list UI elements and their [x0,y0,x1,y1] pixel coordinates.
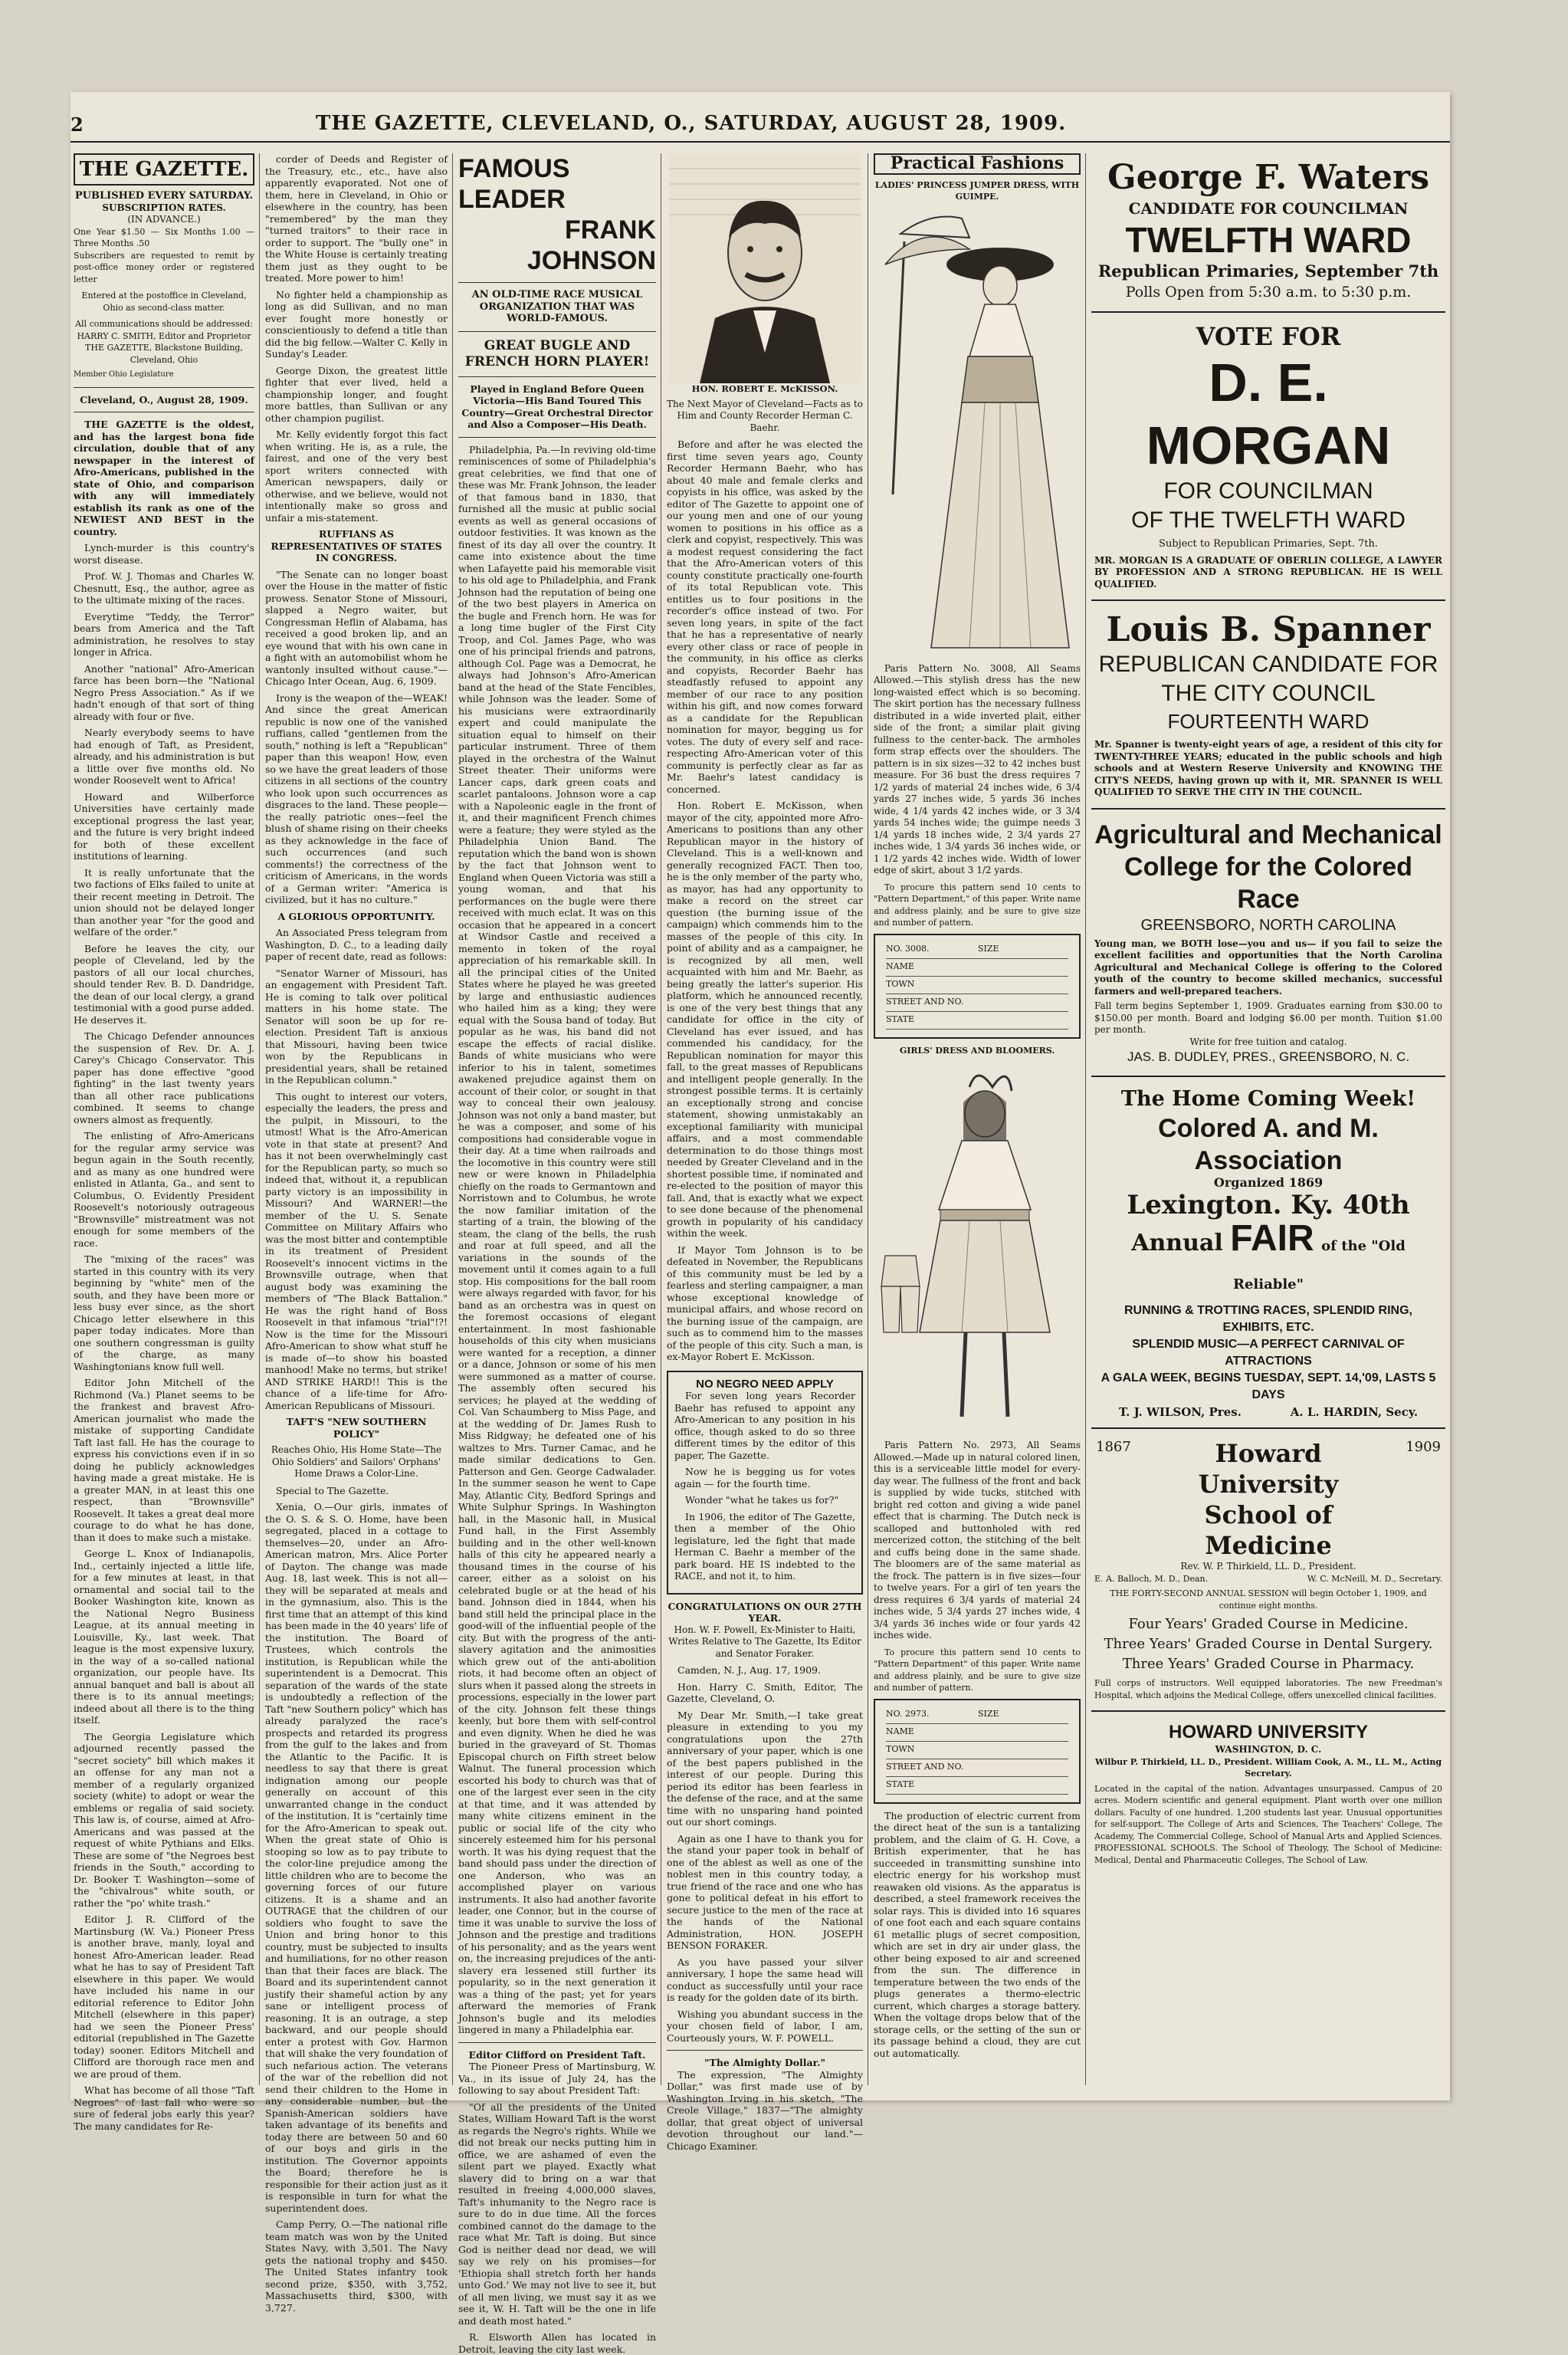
entered-note: Entered at the postoffice in Cleveland, Ohio as second-class matter. [81,291,247,313]
spanner-bio: Mr. Spanner is twenty-eight years of age, a resident of this city for TWENTY-THREE YEARS; educated in the public schools and high schools and at Western Reserve University and KNOWING THE CITY'S NEEDS, having grown up with it, MR. SPANNER IS WELL QUALIFIED TO SERVE THE CITY IN THE COUNCIL. [1094,739,1442,797]
paragraph: Special to The Gazette. [276,1484,389,1496]
headline-frank-johnson: FRANK JOHNSON [526,215,656,275]
form2-street-line[interactable]: STREET AND NO. [886,1761,1068,1777]
spanner-ad [1091,606,1445,803]
paragraph: Camden, N. J., Aug. 17, 1909. [677,1664,821,1676]
powell-letter [667,1664,863,2044]
address-note: All communications should be addressed: HARRY C. SMITH, Editor and Proprietor THE GAZETTE, Blackstone Building, Cleveland, Ohio [75,319,253,365]
paragraph: Editor John Mitchell of the Richmond (Va.) Planet seems to be the frankest and bravest Afro-American journalist who made the mistake of supporting Candidate Taft last fall. He has the courage to express his convictions even if in so doing he publicly acknowledges having made a great mistake. He is a greater MAN, in at least this one respect, than "Brownsville" Roosevelt. It takes a great deal more courage to do what he has done, than it does to make such a mistake. [74,1377,254,1543]
rates-title: SUBSCRIPTION RATES. [102,202,226,213]
howard-university-location: WASHINGTON, D. C. [1215,1744,1322,1755]
column-2-paras [265,153,448,524]
girls-dress-illustration [874,1056,1081,1440]
paragraph: Hon. Robert E. McKisson, when mayor of the city, appointed more Afro-Americans to positions than any other Republican mayor in the history of Cleveland. This is a well-known and generally recognized FACT. Then too, he is the only member of the party who, as mayor, has had any opportunity to make a record on the street car question (the burning issue of the campaign) which commends him to the masses of the people of this city. In point of ability and as a campaigner, he is recognized by all men, well acquainted with him and Mr. Baehr, as being greatly the latter's superior. His platform, which he announced recently, is one of the very best things that any candidate for office in the city of Cleveland has ever issued, and has commended his candidacy, for the Republican nomination for mayor this fall, to the great masses of Republicans and intelligent people generally. In the strongest possible terms. It is certainly an exceptionally strong and concise statement, showing unmistakably an exceptional familiarity with municipal affairs, and a most commendable determination to do those things most needed by Greater Cleveland and in the shortest possible time, if nominated and re-elected to the position of mayor this fall. And, that is exactly what we expect to see done because of the phenomenal growth in popularity of his candidacy within the week. [667,800,863,1239]
ruffians-heading: RUFFIANS AS REPRESENTATIVES OF STATES IN CONGRESS. [271,528,442,563]
agri-body: Young man, we BOTH lose—you and us— if you fail to seize the excellent facilities and opportunities that the North Carolina Agricultural and Mechanical College is offering to the Colored youth of the country to become skilled mechanics, successful farmers and well-prepared teachers. [1094,938,1442,997]
mcneill: W. C. McNeill, M. D., Secretary. [1307,1573,1442,1584]
deck-two: GREAT BUGLE AND FRENCH HORN PLAYER! [464,337,650,370]
paragraph: In 1906, the editor of The Gazette, then a member of the Ohio legislature, led the fight that made Herman C. Baehr a member of the park board. HE IS indebted to the RACE, and not it, to him. [674,1510,855,1581]
paragraph: Editor J. R. Clifford of the Martinsburg (W. Va.) Pioneer Press is another brave, manly, loyal and honest Afro-American leader. Read what he has to say of President Taft elsewhere in this paper. We would have included his name in our editorial reference to Editor John Mitchell (elsewhere in this paper) had we seen the Pioneer Press' editorial (republished in The Gazette today) sooner. Editors Mitchell and Clifford are thorough race men and we are proud of them. [74,1913,254,2080]
paragraph: Mr. Kelly evidently forgot this fact when writing. He is, as a rule, the fairest, and one of the very best sport writers connected with American newspapers, daily or otherwise, and we believe, would not intentionally make so gross and unfair a mis-statement. [265,429,448,524]
agri-president: JAS. B. DUDLEY, PRES., GREENSBORO, N. C. [1127,1049,1410,1064]
spanner-ward: FOURTEENTH WARD [1167,710,1370,733]
agri-write: Write for free tuition and catalog. [1189,1036,1347,1047]
waters-ad [1091,153,1445,307]
newspaper-page [71,92,1450,2355]
balloch: E. A. Balloch, M. D., Dean. [1094,1573,1209,1584]
column-2 [265,153,448,2314]
session: THE FORTY-SECOND ANNUAL SESSION will begin October 1, 1909, and continue eight months. [1110,1588,1427,1611]
paragraph: Xenia, O.—Our girls, inmates of the O. S. & S. O. Home, have been segregated, placed in a cottage to themselves—20, under an Afro-American matron, Mrs. Alice Porter of Dayton. The change was made Aug. 18, last week. This is not all—they will be separated at meals and in the gymnasium, also. This is the first time that an attempt of this kind has been made in the 40 years' life of the institution. The Board of Trustees, which controls the institution, is Republican while the superintendent is a Democrat. This separation of the wards of the state is undoubtedly a reflection of the Taft "new Southern policy" which has already paralyzed the race's prospects and retarded its progress from the gulf to the lakes and from the Atlantic to the Pacific. It is needless to say that there is great indignation among our people generally on account of this unwarranted change in the conduct of the institution. It is "certainly time for the Afro-American to speak out. When the great state of Ohio is stooping so low as to pay tribute to the color-line prejudice among the little children who are to become the governing forces of our future citizens. It is a shame and an OUTRAGE that the children of our soldiers who fought to save the Union and bring honor to this country, must be subjected to insults and humiliations, for no other reason than that their faces are black. The Board and its superintendent cannot justify their shameful action by any sane or intelligent process of reasoning. It is an outrage, a step backward, and our people should enter a protest with Gov. Harmon that will shake the very foundation of such nefarious action. The veterans of the war of the rebellion did not send their children to the Home in any considerable number, but the Spanish-American soldiers have taken advantage of its benefits and today there are between 50 and 60 of our boys and girls in the institution. The Governor appoints the Board; therefore he is responsible for their action just as it is responsible in turn for what the superintendent does. [265,1501,448,2214]
mckisson-portrait [667,153,863,383]
form-state-line[interactable]: STATE [886,1013,1068,1030]
paragraph: Again as one I have to thank you for the stand your paper took in behalf of one of the ablest as well as one of the noblest men in this country today, a true friend of the race and one who has gone to political defeat in his effort to secure justice to the men of the race at the hands of the National Administration, HON. JOSEPH BENSON FORAKER. [667,1832,863,1951]
paragraph: The Pioneer Press of Martinsburg, W. Va., in its issue of July 24, has the following to say about President Taft: [458,2061,656,2096]
solar-current-article: The production of electric current from the direct heat of the sun is a tantalizing problem, and the claim of G. H. Cove, a British experimenter, that he has succeeded in transmitting sunshine into electric energy for his workshop must reawaken old visions. As the apparatus is described, a steel framework receives the solar rays. This is divided into 16 squares of one foot each and each square contains 61 metallic plugs of secret composition, which are set in dry air under glass, the other being exposed to air and screened from the sun. The difference in temperature between the two ends of the plugs generates a thermo-electric current, which charges a storage battery. When the voltage drops below that of the storage cells, or the setting of the sun or its passage behind a cloud, they are cut out automatically. [874,1809,1081,2059]
column-5 [874,153,1081,2085]
waters-candidate: CANDIDATE FOR COUNCILMAN [1128,199,1409,218]
paragraph: For seven long years Recorder Baehr has refused to appoint any Afro-American to any position in his office, though asked to do so three different times by the editor of this paper, The Gazette. [674,1390,855,1461]
dollar-article [667,2069,863,2153]
agri-term: Fall term begins September 1, 1909. Graduates earning from $30.00 to $150.00 per month. Board and lodging $6.00 per month. Tuition $1.00 per month. [1094,1000,1442,1035]
year-founded: 1867 [1096,1439,1131,1455]
column-6-ads [1091,153,1445,2085]
association-name: Colored A. and M. Association [1158,1114,1379,1175]
paragraph: It is really unfortunate that the two factions of Elks failed to unite at their recent meeting in Detroit. The union should not be delayed longer than another year "for the good and welfare of the order." [74,866,254,938]
editorial-paragraphs [74,542,254,2132]
howard-medicine-ad [1091,1434,1445,1706]
paragraph: Prof. W. J. Thomas and Charles W. Chesnutt, Esq., the author, agree as to the ultimate mixing of the races. [74,570,254,606]
lexington-fair-ad [1091,1082,1445,1423]
form2-number-line: NO. 2973. SIZE [886,1708,1068,1724]
course-dental: Three Years' Graded Course in Dental Surgery. [1104,1636,1433,1652]
paragraph: Irony is the weapon of the—WEAK! And since the great American republic is now one of the vanished ruffians, called "gentlemen from the south," nothing is left a "Republican" paper than this weapon! How, even so we have the great leaders of those citizens in all sections of the country who look upon such occurrences as disgraces to the land. These people—the really patriotic ones—feel the blush of shame rising on their cheeks as they acknowledge in the face of such occurrences (and such comments!) the correctness of the criticism of Americans, in the words of a German writer: "America is civilized, but it has no culture." [265,691,448,905]
paragraph: Now he is begging us for votes again — for the fourth time. [674,1466,855,1490]
form-town-line[interactable]: TOWN [886,978,1068,994]
paragraph: Hon. Harry C. Smith, Editor, The Gazette, Cleveland, O. [667,1680,863,1704]
howard-university-title: HOWARD UNIVERSITY [1168,1722,1368,1742]
published-line: PUBLISHED EVERY SATURDAY. [74,190,254,202]
paragraph: Nearly everybody seems to have had enough of Taft, as President, already, and his administration is but a little over five months old. No wonder Roosevelt went to Africa! [74,727,254,786]
paragraph: "Senator Warner of Missouri, has an engagement with President Taft. He is coming to talk over political matters in his home state. The Senator will soon be up for re-election. President Taft is anxious that Missouri, having been twice won by the Republicans in presidential years, shall be retained in the Republican column." [265,967,448,1086]
girls-procure-text: To procure this pattern send 10 cents to "Pattern Department" of this paper. Write name and address plainly, and be sure to give size and number of pattern. [874,1647,1081,1693]
morgan-for: FOR COUNCILMAN [1163,478,1373,504]
jumper-procure-text: To procure this pattern send 10 cents to "Pattern Department," of this paper. Write name and address plainly, and be sure to give size and number of pattern. [874,882,1081,928]
fair: FAIR [1230,1217,1314,1259]
paragraph: "Of all the presidents of the United States, William Howard Taft is the worst as regards the Negro's rights. While we did not break our necks putting him in office, we are ashamed of even the silent part we played. Exactly what slavery did to bring on a war that resulted in freeing 4,000,000 slaves, Taft's inhumanity to the Negro race is sure to do in due time. All the forces combined cannot do the damage to the race what Mr. Taft is doing. But since God is neither dead nor dead, we will say we rely on his promises—for 'Ethiopia shall stretch forth her hands unto God.' We may not live to see it, but of all men living, we must say it as we see it, W. H. Taft will be the one in life and death most hated." [458,2100,656,2327]
policy-heading: TAFT'S "NEW SOUTHERN POLICY" [286,1416,427,1440]
no-negro-box [667,1371,863,1595]
paragraph: corder of Deeds and Register of the Treasury, etc., etc., have also apparently evaporated. Not one of them, here in Cleveland, in Ohio or elsewhere in the country, has been "remembered" by the man they "turned traitors" to their race in order to support. The "bully one" in the White House is certainly treating them just as they ought to be treated. More power to him! [265,153,448,284]
organized: Organized 1869 [1213,1175,1324,1190]
paragraph: The "mixing of the races" was started in this country with its very beginning by "white" men of the south, and they have been more or less busy ever since, as the short Chicago letter elsewhere in this paper today indicates. More than one southern congressman is guilty of the charge, as many Washingtonians know full well. [74,1253,254,1372]
lexington: Lexington. Ky. 40th [1127,1189,1410,1220]
pattern-form-2973[interactable] [874,1699,1081,1804]
masthead-title: THE GAZETTE, CLEVELAND, O., SATURDAY, AUGUST 28, 1909. [316,112,1067,135]
form-number-line: NO. 3008. SIZE [886,943,1068,959]
column-3 [458,153,656,2355]
paragraph: My Dear Mr. Smith,—I take great pleasure in extending to you my congratulations upon the 27th anniversary of your paper, which is one of the best papers published in the interest of our people. During this period its editor has been fearless in the defense of the race, and at the same time with no unsparing hand pointed out our short comings. [667,1709,863,1828]
paragraph: Howard and Wilberforce Universities have certainly made exceptional progress the last year, and the future is very bright indeed for both of these excellent institutions of learning. [74,790,254,862]
congrats-heading: CONGRATULATIONS ON OUR 27TH YEAR. [668,1600,862,1624]
waters-primaries: Republican Primaries, September 7th [1097,261,1439,281]
column-4 [667,153,863,2152]
paragraph: An Associated Press telegram from Washington, D. C., to a leading daily paper of recent date, read as follows: [265,927,448,962]
member-note: Member Ohio Legislature [74,370,174,379]
rates-list: One Year $1.50 — Six Months 1.00 — Three Months .50 [74,226,254,248]
paragraph: "The Senate can no longer boast over the House in the matter of fistic prowess. Senator Stone of Missouri, slapped a Negro waiter, but Congressman Heflin of Alabama, has received a good broken lip, and an eye wound that with his own cane in a fight with an automobilist whom he wantonly insulted without cause."—Chicago Inter Ocean, Aug. 6, 1909. [265,568,448,687]
annual: Annual [1131,1229,1223,1256]
howard-university-officers: Wilbur P. Thirkield, LL. D., President. William Cook, A. M., LL. M., Acting Secretary. [1094,1756,1442,1779]
paragraph: George L. Knox of Indianapolis, Ind., certainly injected a little life, for a few minutes at least, in that ornamental and social tail to the Booker Washington kite, known as the National Negro Business League, at its annual meeting in Louisville, Ky., last week. That league is the most expensive luxury, in the way of a so-called national organization, our people have. Its annual banquet and ball is about all there is to its annual meetings; indeed about all there is to the thing itself. [74,1548,254,1726]
paragraph: George Dixon, the greatest little fighter that ever lived, held a championship longer, and fought more battles, than Sullivan or any other champion pugilist. [265,364,448,424]
form-street-line[interactable]: STREET AND NO. [886,996,1068,1012]
dollar-heading: "The Almighty Dollar." [704,2057,825,2068]
jumper-caption: LADIES' PRINCESS JUMPER DRESS, WITH GUIMPE. [874,179,1080,202]
paragraph: What has become of all those "Taft Negroes" of last fall who were so sure of federal jobs early this year? The many candidates for Re- [74,2084,254,2132]
hospital-note: Full corps of instructors. Well equipped laboratories. The new Freedman's Hospital, which adjoins the Medical College, offers unexcelled clinical facilities. [1094,1678,1442,1700]
paragraph: Wonder "what he takes us for?" [685,1494,839,1506]
wilson: T. J. WILSON, Pres. [1118,1404,1242,1419]
hardin: A. L. HARDIN, Secy. [1290,1404,1419,1419]
pattern-form-3008[interactable] [874,934,1081,1039]
races: RUNNING & TROTTING RACES, SPLENDID RING, EXHIBITS, ETC. [1124,1303,1412,1334]
paragraph: As you have passed your silver anniversary, I hope the same head will conduct as successfully until your race is ready for the golden date of its birth. [667,1956,863,2003]
johnson-article [458,444,656,2036]
form2-state-line[interactable]: STATE [886,1779,1068,1795]
homecoming: The Home Coming Week! [1120,1087,1416,1111]
congrats-subheading: Hon. W. F. Powell, Ex-Minister to Haiti, Writes Relative to The Gazette, Its Editor and Senator Foraker. [668,1624,861,1659]
masthead [71,92,1450,143]
paragraph: Another "national" Afro-American farce has been born—the "National Negro Press Association." As if we hadn't enough of that sort of thing already with four or five. [74,662,254,722]
opportunity-heading: A GLORIOUS OPPORTUNITY. [277,910,435,922]
column-1 [74,153,254,2132]
vote-for: VOTE FOR [1196,322,1341,351]
waters-polls: Polls Open from 5:30 a.m. to 5:30 p.m. [1125,284,1412,301]
paragraph: R. Elsworth Allen has located in Detroit, leaving the city last week. [458,2331,656,2355]
paragraph: Before and after he was elected the first time seven years ago, County Recorder Hermann Baehr, who has about 40 male and female clerks and copyists in his office, was asked by the editor of The Gazette to appoint one of our young men and one of our young women to positions in his office as a clerk and copyist, respectively. This was a modest request considering the fact that the Afro-American voters of this county constitute practically one-fourth of its total Republican vote. This entitles us to four positions in the recorder's office instead of two. For seven long years, in spite of the fact that he has a representative of nearly every other class or race of people in the community, in his office as clerks and copyists, Recorder Baehr has steadfastly refused to appoint any member of our race to any position within his gift, and now comes forward as a candidate for the Republican nomination for mayor, begging us for votes. The duty of every self and race-respecting Afro-American voter of this community is perfectly clear as far as Mr. Baehr's latest candidacy is concerned. [667,438,863,795]
spanner-candidate: REPUBLICAN CANDIDATE FOR THE CITY COUNCIL [1098,652,1438,706]
paragraph: Before he leaves the city, our people of Cleveland, led by the pastors of all our local churches, should tender Rev. B. D. Dandridge, the dean of our local clergy, a grand testimonial with a good purse added. He deserves it. [74,942,254,1026]
paragraph: If Mayor Tom Johnson is to be defeated in November, the Republicans of this community must be led by a fearless and sterling campaigner, a man whose exceptional knowledge of municipal affairs, and whose record on the burning issue of the campaign, are such as to commend him to the masses of the people of this city. Such a man, is ex-Mayor Robert E. McKisson. [667,1243,863,1362]
mckisson-article [667,438,863,1363]
morgan-ward: OF THE TWELFTH WARD [1131,507,1406,533]
agri-title: Agricultural and Mechanical College for the Colored Race [1094,819,1442,914]
paragraph: The enlisting of Afro-Americans for the regular army service was begun again in the South recently, and as many as one hundred were enlisted in Atlanta, Ga., and sent to Columbus, O. Evidently President Roosevelt's notoriously outrageous "Brownsville" mistreatment was not enough for some members of the race. [74,1130,254,1249]
agri-college-ad [1091,814,1445,1072]
no-negro-title: NO NEGRO NEED APPLY [696,1377,834,1391]
howard-medicine-title: Howard University School of Medicine [1198,1439,1339,1560]
morgan-bio: MR. MORGAN IS A GRADUATE OF OBERLIN COLLEGE, A LAWYER BY PROFESSION AND A STRONG REPUBLICAN. HE IS WELL QUALIFIED. [1094,554,1442,590]
form2-name-line[interactable]: NAME [886,1726,1068,1742]
old-reliable: of the "Old Reliable" [1232,1237,1406,1292]
morgan-subject: Subject to Republican Primaries, Sept. 7th. [1158,538,1379,550]
paragraph: The Georgia Legislature which adjourned recently passed the "secret society" bill which makes it an offense for any man not a member of a regularly organized society (white) to adopt or wear the emblems or regalia of said society. This law is, of course, aimed at Afro-Americans and was passed at the request of white Pythians and Elks. These are some of "the Negroes best friends in the South," according to Dr. Booker T. Washington—some of the "chivalrous" white south, or rather the "po' white trash." [74,1730,254,1909]
course-medicine: Four Years' Graded Course in Medicine. [1128,1616,1409,1632]
agri-location: GREENSBORO, NORTH CAROLINA [1140,916,1396,934]
year-current: 1909 [1406,1439,1441,1455]
paragraph: Philadelphia, Pa.—In reviving old-time reminiscences of some of Philadelphia's great celebrities, we find that one of these was Mr. Frank Johnson, the leader of that famous band in 1830, that furnished all the music at public social events as well as general occasions of outdoor festivities. It was known as the finest of its day all over the country. It came into existence about the time when Lafayette paid his memorable visit to his old age to Philadelphia, and Frank Johnson had the reputation of being one of the two best players in America on the bugle and French horn. He was for a long time bugler of the First City Troop, and Col. James Page, who was one of his principal friends and patrons, although Col. Page was a Democrat, he always had Johnson's Afro-American band at the head of the State Fencibles, while Johnson was the leader. Some of his musicians were extraordinarily expert and could manipulate the situation equal to himself on their particular instrument. Three of them played in the orchestra of the Walnut Street theater. Their uniforms were Lancer caps, dark green coats and scarlet pantaloons. Johnson wore a cap with a Napoleonic eagle in the front of it, and their magnificent French chimes were a feature; they were styled as the Philadelphia Union Band. The reputation which the band won is shown by the fact that Johnson went to England when Queen Victoria was still a young woman, and that his performances on the bugle were there received with much eclat. It was on this occasion that he appeared in a concert at Windsor Castle and received a memento in token of the royal appreciation of his remarkable skill. In all the principal cities of the United States where he played he was greeted by large and enthusiastic audiences who hailed him as a king; they were equal with the Sousa band of today. But popular as he was, his band did not escape the effects of racial dislike. Bands of white musicians who were inferior to his in talent, sometimes awakened prejudice against them on account of their color, or sought in that way to conceal their own jealousy. Johnson was not only a band master, but he was a composer, and some of his compositions had considerable vogue in their day. At a time when railroads and the locomotive in this country were still new or were known in Philadelphia chiefly on the roads to Germantown and Norristown and to Columbus, he wrote the now familiar imitation of the starting of a train, the blowing of the steam, the clang of the bells, the rush and roar at full speed, and all the variations in the sounds of the movement until it comes again to a full stop. His compositions for the ball room were always regarded with favor, for his band as an orchestra was in quest on the foremost occasions of elegant entertainment. In most fashionable households of this city when musicians were wanted for a reception, a dinner or a dance, Johnson or some of his men were summoned as a matter of course. The assembly often secured his services; he played at the wedding of Col. Van Schaumberg to Miss Page, and at the wedding of Dr. James Rush to Miss Ridgway; he defeated one of his waltzes to Mrs. Turner Camac, and he made similar dedications to Gen. Patterson and Gen. George Cadwalader. In the summer season he went to Cape May, Atlantic City, Bedford Springs and White Sulphur Springs. In Washington hall, in the Masonic hall, in Musical Fund hall, in the First Assembly building and in the other well-known halls of this city he appeared nearly a thousand times in the course of his career, either as a soloist on his celebrated bugle or at the head of his band. Johnson died in 1844, when his band still held the principal place in the good-will of the influential people of the city. But with the progress of the anti-slavery agitation and the animosities which grew out of the anti-abolition riots, it had become often an object of slurs when it passed along the streets in processions, especially in the lower part of the city. Johnson felt these things keenly, but bore them with self-control and even dignity. When he died he was buried in the graveyard of St. Thomas Episcopal church on Fifth street below Walnut. The funeral procession which escorted his body to church was that of one of the largest ever seen in the city at that time, and it was attended by many white citizens eminent in the public or social life of the city who sincerely esteemed him for his personal worth. It was his dying request that the band should pass under the direction of one Anderson, who was an accomplished player on various instruments. It also had another favorite leader, one Connor, but in the course of time it was unable to survive the loss of Johnson and the prestige and traditions of his personality; and as the years went on, the increasing prejudices of the anti-slavery era lessened still further its popularity, so in the next generation it was a thing of the past; yet for years afterward the memories of Frank Johnson's bugle and its melodies lingered in many a Philadelphia ear. [458,443,656,2035]
jumper-dress-illustration [874,203,1081,663]
paragraph: Lynch-murder is this country's worst disease. [74,542,254,566]
deck-one: AN OLD-TIME RACE MUSICAL ORGANIZATION THAT WAS WORLD-FAMOUS. [471,289,643,324]
waters-name: George F. Waters [1107,158,1429,197]
paragraph: The expression, "The Almighty Dollar," was first made use of by Washington Irving in his sketch, "The Creole Village," 1837—"The almighty dollar, that great object of universal devotion throughout our land."—Chicago Examiner. [667,2068,863,2152]
practical-fashions-header: Practical Fashions [874,153,1081,175]
headline-famous-leader: FAMOUS LEADER [458,154,570,214]
gala: A GALA WEEK, BEGINS TUESDAY, SEPT. 14,'09, LASTS 5 DAYS [1101,1371,1436,1401]
lead-paragraph: THE GAZETTE is the oldest, and has the largest bona fide circulation, double that of any newspaper in the interest of Afro-Americans, published in the state of Ohio, and comparison with any will immediately establish its rank as one of the NEWIEST AND BEST in the country. [74,419,254,537]
dateline: Cleveland, O., August 28, 1909. [80,393,248,406]
opportunity-paras [265,927,448,1411]
form-name-line[interactable]: NAME [886,961,1068,977]
girls-caption: GIRLS' DRESS AND BLOOMERS. [899,1045,1055,1056]
form2-town-line[interactable]: TOWN [886,1743,1068,1759]
policy-subheading: Reaches Ohio, His Home State—The Ohio Soldiers' and Sailors' Orphans' Home Draws a Color-Line. [271,1444,442,1479]
subscribers-note: Subscribers are requested to remit by post-office money order or registered letter [74,250,254,284]
policy-paras [265,1485,448,2314]
morgan-name: D. E. MORGAN [1146,353,1391,475]
girls-pattern-text: Paris Pattern No. 2973, All Seams Allowed.—Made up in natural colored linen, this is a serviceable little model for every-day wear. The fullness of the front and back is supplied by wide tucks, stitched with bright red cotton and giving a wide panel effect that is charming. The Dutch neck is scalloped and buttonholed with red mercerized cotton, the stitching of the belt and cuffs being done in the same shade. The bloomers are of the same material as the frock. The pattern is in five sizes—four to twelve years. For a girl of ten years the dress requires 6 3/4 yards of material 24 inches wide, 5 3/4 yards 27 inches wide, 4 3/4 yards 36 inches wide or four yards 42 inches wide. [874,1440,1081,1641]
morgan-ad [1091,317,1445,595]
howard-university-body: Located in the capital of the nation. Advantages unsurpassed. Campus of 20 acres. Modern scientific and general equipment. Plant worth over one million dollars. Faculty of one hundred. 1,200 students last year. Unusual opportunities for self-support. The College of Arts and Sciences, The Teachers' College, The Academy, The Commercial College, School of Manual Arts and Applied Sciences. PROFESSIONAL SCHOOLS. The School of Theology, The School of Medicine: Medical, Dental and Pharmaceutic Colleges, The School of Law. [1094,1783,1442,1865]
paragraph: Camp Perry, O.—The national rifle team match was won by the United States Navy, with 3,501. The Navy gets the national trophy and $450. The United States infantry took second prize, $350, with 3,752, Massachusetts third, $300, with 3,727. [265,2219,448,2314]
paragraph: Everytime "Teddy, the Terror" bears from America and the Taft administration, he resolves to stay longer in Africa. [74,610,254,658]
spanner-name: Louis B. Spanner [1106,610,1431,649]
no-negro-paras [674,1390,855,1582]
page-number: 2 [71,113,84,136]
portrait-caption: HON. ROBERT E. McKISSON. [691,383,838,394]
thirkield: Rev. W. P. Thirkield, LL. D., President. [1180,1561,1356,1572]
nameplate: THE GAZETTE. [74,153,254,186]
paragraph: This ought to interest our voters, especially the leaders, the press and the pulpit, in Missouri, to the utmost! What is the Afro-American vote in that state at present? And has it not been overwhelmingly cast for the Republican party, so much so indeed that, without it, a republican party victory is an impossibility in Missouri? And WARNER!—the member of the U. S. Senate Committee on Military Affairs who was the most bitter and contemptible in its treatment of President Roosevelt's innocent victims in the Brownsville outrage, when that august body was examining the members of "The Black Battalion." He was the right hand of Boss Roosevelt in that infamous "trial"!?! Now is the time for the Missouri Afro-American to show what stuff he is made of—to show his boasted manhood! Make no terms, but strike! AND STRIKE HARD!! This is the chance of a life-time for Afro-American Republicans of Missouri. [265,1090,448,1411]
music: SPLENDID MUSIC—A PERFECT CARNIVAL OF ATTRACTIONS [1132,1337,1405,1368]
paragraph: No fighter held a championship as long as did Sullivan, and no man ever fought more honestly or conscientiously to defend a title than did the big fellow.—Walter C. Kelly in Sunday's Leader. [265,288,448,360]
ruffians-paras [265,569,448,906]
howard-university-ad [1091,1716,1445,1871]
paragraph: The Chicago Defender announces the suspension of Rev. Dr. A. J. Carey's Chicago Conservator. This paper has done effective "good fighting" in the last twenty years than all other race publications combined. It seems to change owners almost as frequently. [74,1030,254,1125]
paragraph: Wishing you abundant success in the your chosen field of labor, I am, Courteously yours, W. F. POWELL. [667,2008,863,2044]
course-pharmacy: Three Years' Graded Course in Pharmacy. [1122,1656,1415,1672]
waters-ward: TWELFTH WARD [1125,220,1412,260]
clifford-heading: Editor Clifford on President Taft. [468,2048,646,2061]
portrait-subcaption: The Next Mayor of Cleveland—Facts as to Him and County Recorder Herman C. Baehr. [667,398,863,433]
clifford-article [458,2061,656,2355]
deck-three: Played in England Before Queen Victoria—His Band Toured This Country—Great Orchestral Director and Also a Composer—His Death. [461,383,653,430]
rates-advance: (IN ADVANCE.) [127,214,201,225]
jumper-pattern-text: Paris Pattern No. 3008, All Seams Allowed.—This stylish dress has the new long-waisted effect which is so becoming. The skirt portion has the necessary fullness distributed in a wide inverted plait, either side of the front; a similar plait giving fullness to the center-back. The armholes form strap effects over the shoulders. The pattern is in six sizes—32 to 42 inches bust measure. For 36 bust the dress requires 7 1/2 yards of material 24 inches wide, 6 3/4 yards 27 inches wide, 5 yards 36 inches wide, 4 1/4 yards 42 inches wide, or 3 3/4 yards 54 inches wide; the guimpe needs 3 1/4 yards 18 inches wide, 2 3/4 yards 27 inches wide, 1 3/4 yards 36 inches wide, or 1 1/2 yards 42 inches wide. Width of lower edge of skirt, about 3 1/2 yards. [874,662,1081,875]
